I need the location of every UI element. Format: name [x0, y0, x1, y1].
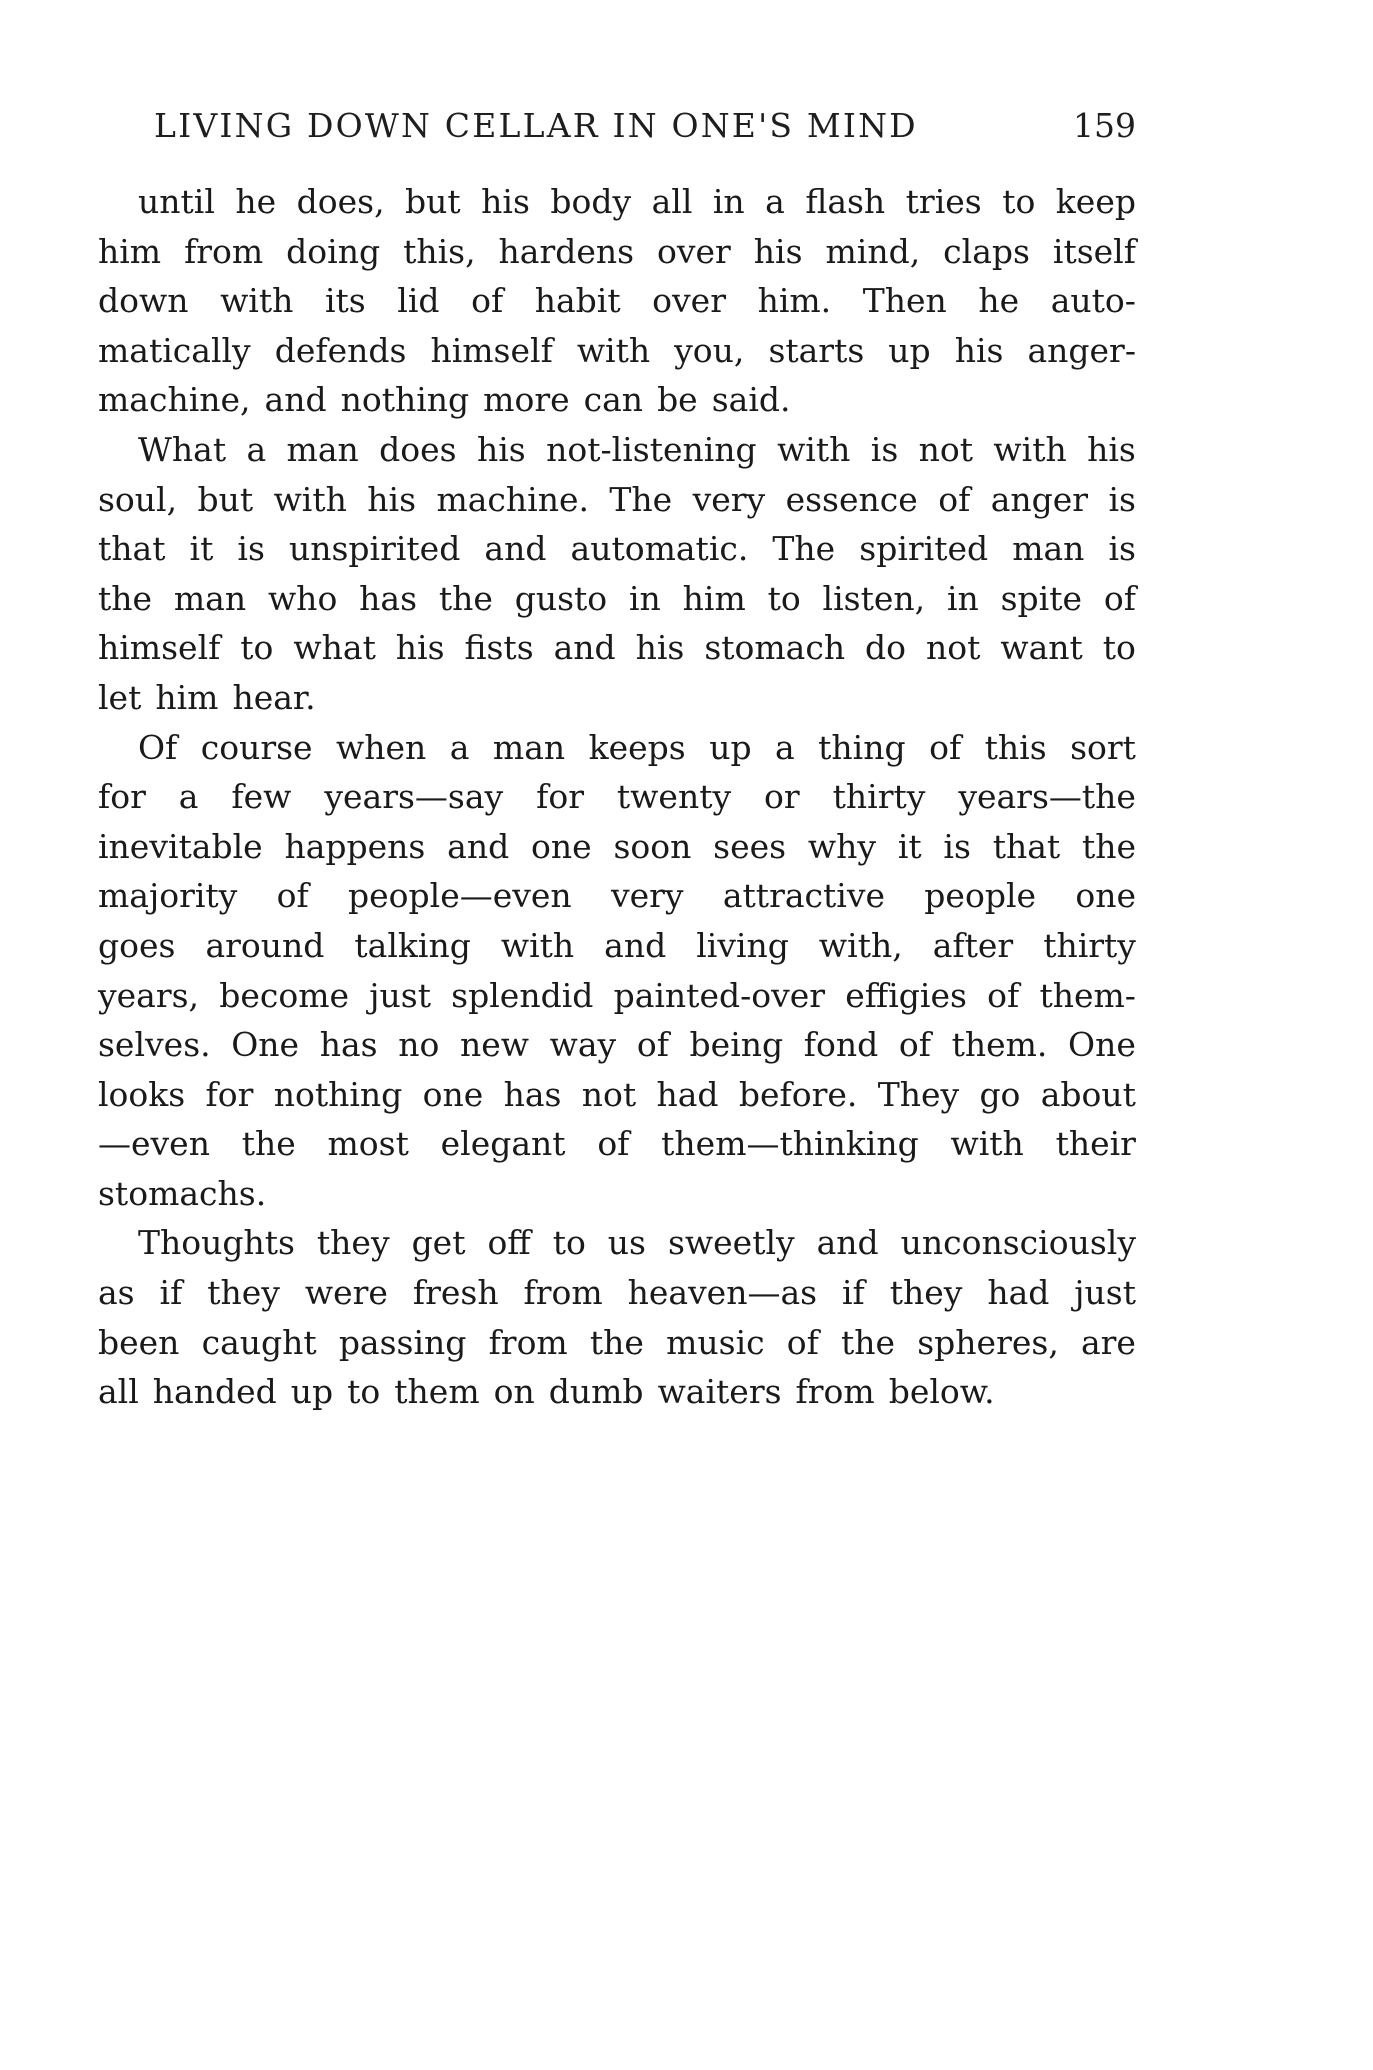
text-line: as if they were fresh from heaven—as if they had just: [98, 1273, 1136, 1313]
text-line: until he does, but his body all in a flash tries to keep: [138, 182, 1136, 221]
text-line: stomachs.: [98, 1173, 267, 1213]
paragraph: [98, 177, 1136, 425]
text-line: goes around talking with and living with, after thirty: [98, 925, 1136, 965]
text-line: —even the most elegant of them—thinking with their: [98, 1124, 1136, 1164]
text-line: let him hear.: [98, 677, 316, 717]
page-header: [98, 98, 1136, 154]
text-line: all handed up to them on dumb waiters from below.: [98, 1372, 995, 1412]
text-line: been caught passing from the music of the spheres, are: [98, 1322, 1136, 1362]
text-line: inevitable happens and one soon sees why it is that the: [98, 826, 1136, 866]
text-line: Thoughts they get off to us sweetly and unconsciously: [138, 1223, 1136, 1263]
paragraph: [98, 723, 1136, 1219]
paragraph: [98, 1218, 1136, 1416]
page-number: 159: [1073, 106, 1136, 145]
text-line: the man who has the gusto in him to listen, in spite of: [98, 578, 1136, 618]
running-head: LIVING DOWN CELLAR IN ONE'S MIND: [154, 106, 918, 145]
text-line: selves. One has no new way of being fond of them. One: [98, 1025, 1136, 1065]
text-line: down with its lid of habit over him. Then he auto-: [98, 281, 1136, 321]
text-line: him from doing this, hardens over his mind, claps itself: [98, 231, 1136, 271]
text-line: looks for nothing one has not had before. They go about: [98, 1074, 1136, 1114]
paragraph: [98, 425, 1136, 723]
body-text: [98, 177, 1136, 1417]
text-line: soul, but with his machine. The very essence of anger is: [98, 479, 1136, 519]
text-line: for a few years—say for twenty or thirty years—the: [98, 777, 1136, 817]
text-line: Of course when a man keeps up a thing of this sort: [138, 727, 1136, 767]
text-line: matically defends himself with you, starts up his anger-: [98, 330, 1136, 370]
text-line: machine, and nothing more can be said.: [98, 380, 791, 420]
text-line: What a man does his not-listening with is not with his: [138, 429, 1136, 469]
text-line: years, become just splendid painted-over effigies of them-: [98, 975, 1136, 1015]
text-line: himself to what his fists and his stomach do not want to: [98, 628, 1136, 668]
text-line: majority of people—even very attractive people one: [98, 876, 1136, 916]
text-line: that it is unspirited and automatic. The spirited man is: [98, 529, 1136, 569]
